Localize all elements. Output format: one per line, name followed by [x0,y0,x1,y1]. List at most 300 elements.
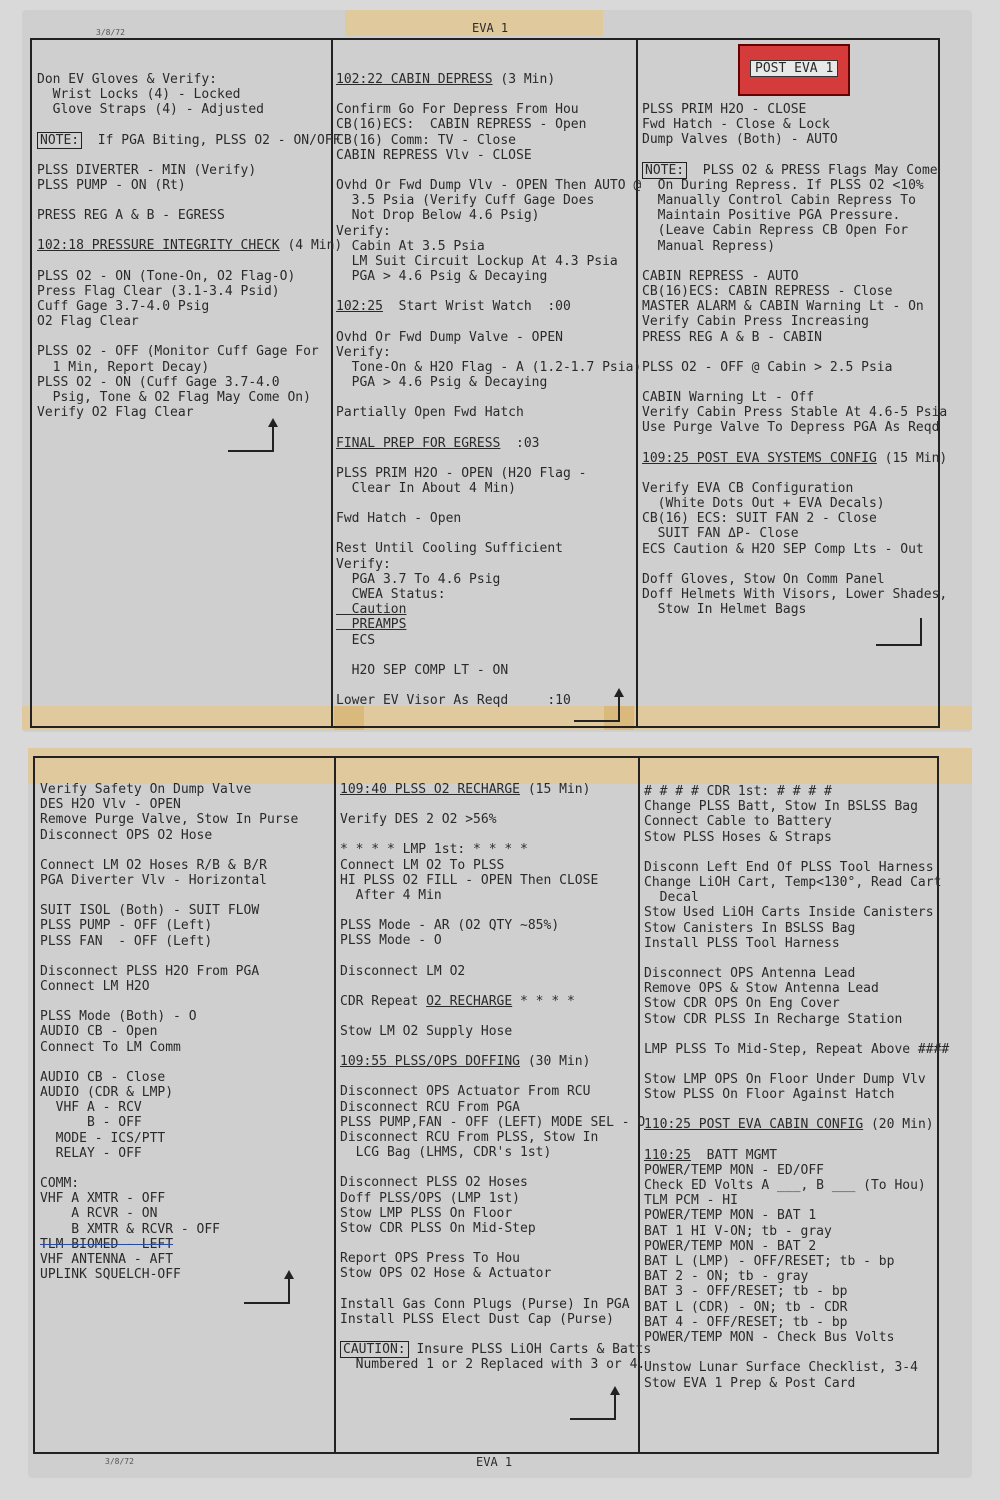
checklist-line [40,782,298,797]
checklist-line [642,239,947,254]
spacer [336,87,641,102]
line-text: Disconnect OPS O2 Hose [40,827,213,843]
checklist-line [40,964,298,979]
line-text: * * * * LMP 1st: * * * * [340,842,528,858]
line-text: POWER/TEMP MON - BAT 1 [644,1208,817,1224]
line-text: Report OPS Press To Hou [340,1251,521,1267]
line-text: Doff Helmets With Visors, Lower Shades, [642,587,948,603]
line-text: VHF A - RCV [40,1100,142,1116]
line-text: PGA 3.7 To 4.6 Psig [336,571,501,587]
line-text: BAT L (LMP) - OFF/RESET; tb - bp [644,1254,895,1270]
checklist-line [644,890,949,905]
checklist-line [340,918,651,933]
line-text: PLSS Mode - O [340,933,442,949]
line-text: Don EV Gloves & Verify: [37,72,218,87]
line-text: Disconn Left End Of PLSS Tool Harness [644,859,934,875]
checklist-line [642,360,947,375]
line-text: SUIT FAN ΔP- Close [642,526,799,542]
checklist-line [37,102,342,117]
checklist-line [37,269,342,284]
line-text: Cabin At 3.5 Psia [336,238,485,254]
spacer [336,163,641,178]
checklist-line [644,966,949,981]
line-text: BAT 1 HI V-ON; tb - gray [644,1223,832,1239]
section-heading: 102:22 CABIN DEPRESS [336,72,493,87]
spacer [340,1327,651,1342]
line-text: Stow OPS O2 Hose & Actuator [340,1266,552,1282]
spacer [40,1055,298,1070]
line-text: (3 Min) [492,72,556,87]
line-text: Stow CDR PLSS On Mid-Step [340,1221,536,1237]
section-heading: Caution [336,602,407,618]
section-heading: 110:25 POST EVA CABIN CONFIG [644,1117,864,1133]
checklist-line [642,481,947,496]
line-text: PLSS PRIM H2O - CLOSE [642,102,807,117]
line-text: CABIN REPRESS Vlv - CLOSE [336,147,532,163]
card-date: 3/8/72 [96,28,125,37]
checklist-line [40,797,298,812]
line-text: Verify Safety On Dump Valve [40,782,252,797]
line-text: SUIT ISOL (Both) - SUIT FLOW [40,903,260,919]
line-text: Stow CDR OPS On Eng Cover [644,996,840,1012]
line-text: Disconnect PLSS O2 Hoses [340,1175,528,1191]
line-text: (Leave Cabin Repress CB Open For [642,223,909,239]
line-text: Rest Until Cooling Sufficient [336,541,563,557]
spacer [642,436,947,451]
spacer [37,193,342,208]
checklist-line [642,102,947,117]
line-text: BATT MGMT [690,1147,778,1163]
checklist-line [336,193,641,208]
line-text: PLSS O2 - ON (Cuff Gage 3.7-4.0 [37,374,280,390]
checklist-line [40,1222,298,1237]
checklist-line [644,1012,949,1027]
line-text: POWER/TEMP MON - ED/OFF [644,1162,825,1178]
spacer [37,254,342,269]
spacer [642,557,947,572]
spacer [336,648,641,663]
line-text: Not Drop Below 4.6 Psig) [336,208,540,224]
line-text: Stow CDR PLSS In Recharge Station [644,1011,903,1027]
line-text: COMM: [40,1176,80,1192]
continue-arrow [570,1394,616,1420]
spacer [37,329,342,344]
line-text: Stow LMP OPS On Floor Under Dump Vlv [644,1072,926,1088]
line-text: PRESS REG A & B - EGRESS [37,208,225,224]
checklist-line [40,1100,298,1115]
spacer [644,845,949,860]
line-text: PLSS PUMP,FAN - OFF (LEFT) MODE SEL - O [340,1114,646,1130]
checklist-line [644,1193,949,1208]
line-text: (15 Min) [520,782,591,797]
checklist-line [336,663,641,678]
checklist-line [340,1206,651,1221]
line-text: Verify: [336,344,391,360]
spacer [336,451,641,466]
section-heading: 102:25 [336,299,383,315]
checklist-line [644,1330,949,1345]
checklist-line [37,375,342,390]
checklist-line [336,360,641,375]
checklist-line [644,784,949,799]
line-text: Manually Control Cabin Repress To [642,193,916,209]
checklist-line [340,1084,651,1099]
spacer [336,496,641,511]
line-text: Verify O2 Flag Clear [37,405,194,421]
spacer [340,903,651,918]
checklist-line [642,526,947,541]
line-text: Stow EVA 1 Prep & Post Card [644,1375,856,1391]
checklist-line [40,1085,298,1100]
line-text: Use Purge Valve To Depress PGA As Reqd [642,420,940,436]
checklist-line [340,1115,651,1130]
checklist-line [644,1087,949,1102]
spacer [336,421,641,436]
checklist-line [336,102,641,117]
checklist-line [644,1239,949,1254]
checklist-line [336,330,641,345]
checklist-line [644,1269,949,1284]
checklist-line [642,223,947,238]
checklist-line [336,224,641,239]
checklist-line [644,1148,949,1163]
spacer [340,1009,651,1024]
spacer [336,284,641,299]
checklist-line [37,344,342,359]
line-text: Remove OPS & Stow Antenna Lead [644,981,879,997]
checklist-line [340,873,651,888]
checklist-line [644,1300,949,1315]
spacer [340,1160,651,1175]
section-heading: FINAL PREP FOR EGRESS [336,435,501,451]
line-text: Verify: [336,556,391,572]
continue-arrow [876,618,922,646]
section-heading: 109:25 POST EVA SYSTEMS CONFIG [642,450,877,466]
section-heading: 109:55 PLSS/OPS DOFFING [340,1054,521,1070]
line-text: Start Wrist Watch :00 [382,299,571,315]
checklist-line [642,117,947,132]
checklist-line [642,587,947,602]
checklist-line [40,1024,298,1039]
checklist-line [336,405,641,420]
line-text: Glove Straps (4) - Adjusted [37,102,264,118]
checklist-line [642,208,947,223]
line-text: Stow PLSS On Floor Against Hatch [644,1087,895,1103]
line-text: Cuff Gage 3.7-4.0 Psig [37,299,210,315]
line-text: Clear In About 4 Min) [336,481,517,497]
checklist-line [644,936,949,951]
line-text: Verify EVA CB Configuration [642,480,854,496]
line-text: Ovhd Or Fwd Dump Vlv - OPEN Then AUTO @ [336,178,642,194]
spacer [642,254,947,269]
line-text: HI PLSS O2 FILL - OPEN Then CLOSE [340,872,599,888]
checklist-line [644,1072,949,1087]
line-text: Dump Valves (Both) - AUTO [642,132,838,148]
line-text: CB(16) Comm: TV - Close [336,132,517,148]
line-text: BAT L (CDR) - ON; tb - CDR [644,1299,848,1315]
section-heading: 110:25 [644,1147,691,1163]
checklist-line [644,1163,949,1178]
checklist-line [40,1070,298,1085]
line-text: Maintain Positive PGA Pressure. [642,208,901,224]
line-text: AUDIO CB - Open [40,1024,158,1040]
checklist-line [336,466,641,481]
checklist-line [336,511,641,526]
line-text: Connect LM O2 Hoses R/B & B/R [40,857,267,873]
checklist-line [37,284,342,299]
checklist-line [644,981,949,996]
line-text: Press Flag Clear (3.1-3.4 Psid) [37,283,280,299]
checklist-line [644,860,949,875]
checklist-line [37,405,342,420]
checklist-line [336,345,641,360]
line-text: PGA > 4.6 Psig & Decaying [336,269,548,285]
checklist-line [340,1312,651,1327]
line-text: RELAY - OFF [40,1145,142,1161]
spacer [40,843,298,858]
checklist-line [644,1360,949,1375]
checklist-line [340,994,651,1009]
line-text: Lower EV Visor As Reqd :10 [336,693,571,709]
spacer [40,949,298,964]
line-text: O2 Flag Clear [37,314,139,330]
checklist-column-right [644,784,949,1391]
checklist-line [336,178,641,193]
line-text: PLSS DIVERTER - MIN (Verify) [37,162,257,178]
checklist-line [340,888,651,903]
checklist-line [644,1284,949,1299]
continue-arrow [228,426,274,452]
checklist-line [40,1252,298,1267]
line-text: PLSS PUMP - OFF (Left) [40,918,213,934]
line-text: PLSS O2 - OFF (Monitor Cuff Gage For [37,344,319,360]
checklist-line [40,1176,298,1191]
checklist-line [336,541,641,556]
checklist-line [336,617,641,632]
checklist-line [644,1117,949,1132]
checklist-line [340,964,651,979]
line-text: PLSS PUMP - ON (Rt) [37,178,186,194]
line-text: A RCVR - ON [40,1206,158,1222]
checklist-line [40,1040,298,1055]
checklist-line [336,375,641,390]
line-text: (20 Min) [863,1117,934,1133]
line-text: PLSS FAN - OFF (Left) [40,933,213,949]
spacer [336,526,641,541]
spacer [340,1039,651,1054]
checklist-line [642,496,947,511]
column-divider [334,756,336,1454]
note-label: NOTE: [37,132,82,149]
line-text: CWEA Status: [336,587,446,603]
checklist-line [37,133,342,148]
line-text: Install PLSS Elect Dust Cap (Purse) [340,1311,614,1327]
checklist-line [642,511,947,526]
line-text: PLSS O2 - ON (Tone-On, O2 Flag-O) [37,268,296,284]
line-text: Insure PLSS LiOH Carts & Batts [408,1342,652,1358]
checklist-line [642,542,947,557]
line-text: VHF A XMTR - OFF [40,1191,166,1207]
checklist-line [340,1130,651,1145]
line-text: Install Gas Conn Plugs (Purse) In PGA [340,1296,630,1312]
checklist-line [340,812,651,827]
checklist-line [40,979,298,994]
line-text: Change LiOH Cart, Temp<130°, Read Cart [644,875,942,891]
checklist-line [644,1315,949,1330]
checklist-line [336,133,641,148]
line-text: AUDIO (CDR & LMP) [40,1085,174,1101]
line-text: Disconnect OPS Actuator From RCU [340,1084,591,1100]
line-text: (15 Min) [876,450,948,466]
checklist-line [40,903,298,918]
line-text: BAT 4 - OFF/RESET; tb - bp [644,1314,848,1330]
line-text: Verify Cabin Press Increasing [642,314,869,330]
line-text: (White Dots Out + EVA Decals) [642,496,885,512]
checklist-line [40,1237,298,1252]
line-text: Stow PLSS Hoses & Straps [644,829,832,845]
checklist-line [336,148,641,163]
checklist-line [644,1224,949,1239]
checklist-line [340,782,651,797]
checklist-line [340,1342,651,1357]
line-text: Ovhd Or Fwd Dump Valve - OPEN [336,329,563,345]
spacer [340,797,651,812]
checklist-line [644,1042,949,1057]
checklist-line [340,1221,651,1236]
line-text: Check ED Volts A ___, B ___ (To Hou) [644,1178,926,1194]
checklist-line [642,451,947,466]
checklist-line [40,1009,298,1024]
checklist-line [40,1191,298,1206]
checklist-line [340,1054,651,1069]
line-text: Unstow Lunar Surface Checklist, 3-4 [644,1360,918,1376]
spacer [40,888,298,903]
checklist-line [40,934,298,949]
line-text: Stow Canisters In BSLSS Bag [644,920,856,936]
line-text: Partially Open Fwd Hatch [336,405,524,421]
line-text: Disconnect PLSS H2O From PGA [40,963,260,979]
checklist-line [340,1024,651,1039]
card-date: 3/8/72 [105,1457,134,1466]
checklist-line [340,1100,651,1115]
checklist-line [340,858,651,873]
spacer [37,148,342,163]
checklist-column-left [37,72,342,420]
underlined-text: O2 RECHARGE [426,993,513,1009]
spacer [644,1345,949,1360]
line-text: UPLINK SQUELCH-OFF [40,1267,181,1283]
line-text: Manual Repress) [642,238,776,254]
line-text: PGA Diverter Vlv - Horizontal [40,873,267,889]
checklist-line [37,390,342,405]
checklist-line [40,918,298,933]
line-text: TLM PCM - HI [644,1193,738,1209]
spacer [644,951,949,966]
checklist-line [642,602,947,617]
checklist-line [644,1208,949,1223]
spacer [644,1027,949,1042]
line-text: Stow LMP PLSS On Floor [340,1205,513,1221]
checklist-line [37,208,342,223]
checklist-line [340,1357,651,1372]
spacer [642,148,947,163]
spacer [40,1161,298,1176]
line-text: Stow LM O2 Supply Hose [340,1024,513,1040]
checklist-line [340,1251,651,1266]
line-text: CB(16)ECS: CABIN REPRESS - Close [642,284,893,300]
line-text: Doff PLSS/OPS (LMP 1st) [340,1190,521,1206]
checklist-line [336,239,641,254]
line-text: 1 Min, Report Decay) [37,359,210,375]
checklist-line [37,314,342,329]
checklist-line [642,314,947,329]
line-text: If PGA Biting, PLSS O2 - ON/OFF [82,132,341,148]
checklist-line [340,933,651,948]
checklist-line [37,238,342,253]
card-footer: EVA 1 [476,1455,513,1469]
line-text: Numbered 1 or 2 Replaced with 3 or 4. [340,1357,646,1373]
checklist-line [40,1206,298,1221]
checklist-line [340,1266,651,1281]
spacer [336,315,641,330]
section-heading: 109:40 PLSS O2 RECHARGE [340,782,521,797]
line-text: PRESS REG A & B - CABIN [642,329,823,345]
continue-arrow [244,1278,290,1304]
line-text: Verify DES 2 O2 >56% [340,812,497,828]
checklist-line [336,117,641,132]
line-text: (4 Min) [279,238,343,254]
line-text: PLSS O2 & PRESS Flags May Come [687,162,938,178]
line-text: PLSS PRIM H2O - OPEN (H2O Flag - [336,465,587,481]
spacer [336,390,641,405]
checklist-line [336,633,641,648]
line-text: B - OFF [40,1115,142,1131]
line-text: AUDIO CB - Close [40,1069,166,1085]
spacer [642,345,947,360]
checklist-line [40,1115,298,1130]
checklist-line [340,842,651,857]
line-text: Confirm Go For Depress From Hou [336,102,579,118]
section-heading: 102:18 PRESSURE INTEGRITY CHECK [37,238,280,254]
checklist-line [642,420,947,435]
line-text: Disconnect LM O2 [340,963,466,979]
checklist-line [642,178,947,193]
checklist-line [644,799,949,814]
line-text: Connect Cable to Battery [644,814,832,830]
checklist-line [642,163,947,178]
checklist-line [642,390,947,405]
line-text: Disconnect RCU From PGA [340,1099,521,1115]
spacer [37,118,342,133]
line-text: PGA > 4.6 Psig & Decaying [336,375,548,391]
checklist-line [340,1145,651,1160]
checklist-line [40,812,298,827]
checklist-line [340,1297,651,1312]
spacer [644,1133,949,1148]
checklist-line [40,1146,298,1161]
line-text: ECS Caution & H2O SEP Comp Lts - Out [642,541,924,557]
line-text: LCG Bag (LHMS, CDR's 1st) [340,1145,552,1161]
line-text: PLSS O2 - OFF @ Cabin > 2.5 Psia [642,359,893,375]
checklist-line [644,921,949,936]
line-text: PLSS Mode (Both) - O [40,1009,197,1025]
checklist-line [340,1191,651,1206]
line-text: Fwd Hatch - Open [336,511,462,527]
line-text: LM Suit Circuit Lockup At 4.3 Psia [336,254,618,270]
spacer [642,466,947,481]
checklist-line [642,284,947,299]
line-text: :03 [500,435,540,451]
